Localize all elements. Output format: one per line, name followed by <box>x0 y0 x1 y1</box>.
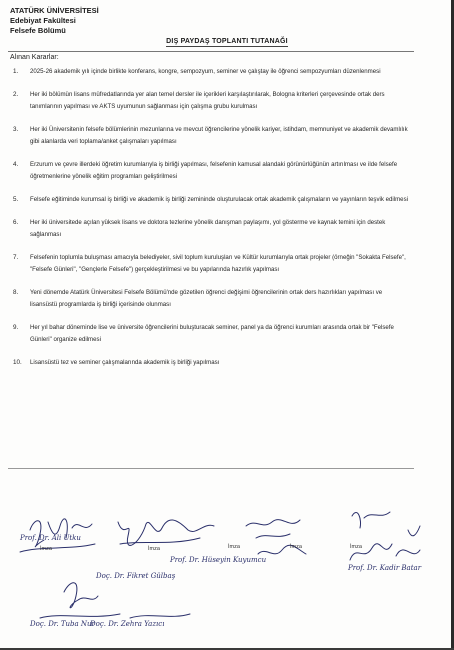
signature-name: Prof. Dr. Kadir Batar <box>348 564 422 572</box>
decision-item: 2. Her iki bölümün lisans müfredatlarında yer alan temel dersler ile içerikleri karşılaştırılarak, Bologna kriterleri çerçevesinde ortak ders tanımlarının yapılması ve AKTS uyumunun sağlanması için çalışma grubu kurulması <box>13 91 385 110</box>
signature-name: Prof. Dr. Ali Utku <box>20 534 81 542</box>
signature-name: Doç. Dr. Tuba Nur <box>30 620 95 628</box>
divider <box>8 51 414 52</box>
signature-label: İmza <box>228 544 240 550</box>
signature-label: İmza <box>290 544 302 550</box>
signatures-handwritten <box>0 500 454 650</box>
divider <box>8 468 414 469</box>
document-title: DIŞ PAYDAŞ TOPLANTI TUTANAĞI <box>166 38 288 45</box>
decision-item: 5. Felsefe eğitiminde kurumsal iş birliği ve akademik iş birliği zemininde oluşturulacak ortak akademik çalışmaların ve yayınların teşvik edilmesi <box>13 196 408 203</box>
document-header <box>10 6 99 36</box>
faculty-name: Edebiyat Fakültesi <box>10 16 76 25</box>
signature-label: İmza <box>40 546 52 552</box>
decision-item: 10. Lisansüstü tez ve seminer çalışmalarında akademik iş birliği yapılması <box>13 359 220 366</box>
decision-item: 1. 2025-26 akademik yılı içinde birlikte konferans, kongre, sempozyum, seminer ve çalıştay ile öğrenci sempozyumları düzenlenmesi <box>13 68 381 75</box>
signature-label: İmza <box>350 544 362 550</box>
decisions-list <box>13 66 408 380</box>
signature-label: İmza <box>148 546 160 552</box>
signature-name: Doç. Dr. Fikret Gülbaş <box>96 572 176 580</box>
department-name: Felsefe Bölümü <box>10 26 66 35</box>
signature-name: Prof. Dr. Hüseyin Kuyumcu <box>170 556 267 564</box>
decision-item: 7. Felsefenin toplumla buluşması amacıyla belediyeler, sivil toplum kuruluşları ve Kültür kurumlarıyla ortak projeler (örneğin "Sokakta Felsefe", "Felsefe Günleri", "Gençlerle Felsefe") gerçekleştirilmesi ve bu yapılarında hazırlık yapılması <box>13 254 406 273</box>
decisions-heading: Alınan Kararlar: <box>10 54 59 61</box>
decision-item: 3. Her iki Üniversitenin felsefe bölümlerinin mezunlarına ve mevcut öğrencilerine yönelik kariyer, istihdam, memnuniyet ve akademik devamlılık gibi alanlarda veri toplama/anket çalışmaları yapılması <box>13 126 408 145</box>
decision-item: 8. Yeni dönemde Atatürk Üniversitesi Felsefe Bölümü'nde gözetilen öğrenci değişimi öğrencilerinin ortak ders hazırlıkları yapılması ve lisansüstü programlarda iş birliği içerisinde olunması <box>13 289 383 308</box>
signature-area <box>0 500 454 650</box>
university-name: ATATÜRK ÜNİVERSİTESİ <box>10 6 99 15</box>
decision-item: 6. Her iki üniversitede açılan yüksek lisans ve doktora tezlerine yönelik danışman paylaşımı, yol gösterme ve kaynak temini için destek sağlanması <box>13 219 386 238</box>
decision-item: 4. Erzurum ve çevre illerdeki öğretim kurumlarıyla iş birliği yapılması, felsefenin kamusal alandaki görünürlüğünün artırılması ve ilde felsefe öğretmenlerine yönelik eğitim programları geliştirilmesi <box>13 161 398 180</box>
decision-item: 9. Her yıl bahar döneminde lise ve üniversite öğrencilerini buluşturacak seminer, panel ya da öğrenci kurumları arasında ortak bir "Felsefe Günleri" organize edilmesi <box>13 324 394 343</box>
signature-name: Doç. Dr. Zehra Yazıcı <box>90 620 165 628</box>
